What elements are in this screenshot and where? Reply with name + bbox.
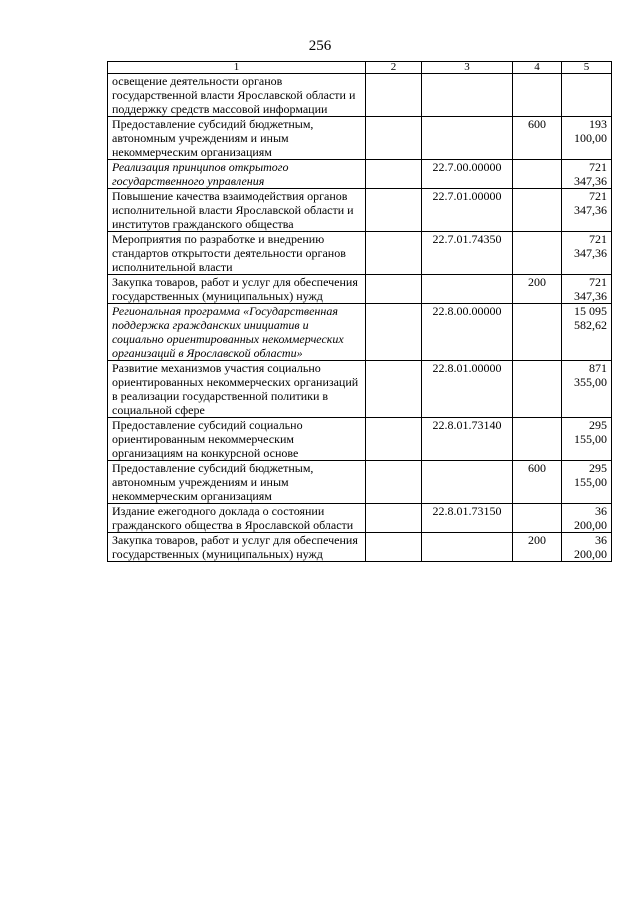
row-name: освещение деятельности органов государственной власти Ярославской области и поддержку средств массовой информации: [108, 74, 366, 117]
row-name: Предоставление субсидий бюджетным, автономным учреждениям и иным некоммерческим организациям: [108, 461, 366, 504]
table-row: [108, 461, 612, 504]
row-col2: [366, 74, 422, 117]
row-col2: [366, 504, 422, 533]
row-name: Предоставление субсидий бюджетным, автономным учреждениям и иным некоммерческим организациям: [108, 117, 366, 160]
row-code: [422, 117, 513, 160]
row-code: 22.7.01.74350: [422, 232, 513, 275]
row-col2: [366, 461, 422, 504]
row-col2: [366, 160, 422, 189]
row-name: Развитие механизмов участия социально ориентированных некоммерческих организаций в реализации государственной политики в социальной сфере: [108, 361, 366, 418]
row-amount: 721 347,36: [562, 232, 612, 275]
table-row: [108, 74, 612, 117]
row-type: 600: [513, 117, 562, 160]
table-row: [108, 361, 612, 418]
row-type: 600: [513, 461, 562, 504]
row-type: 200: [513, 275, 562, 304]
row-col2: [366, 275, 422, 304]
row-type: [513, 189, 562, 232]
row-type: [513, 418, 562, 461]
header-col-1: 1: [108, 62, 366, 74]
row-name: Закупка товаров, работ и услуг для обеспечения государственных (муниципальных) нужд: [108, 275, 366, 304]
header-row: [108, 62, 612, 74]
row-code: [422, 533, 513, 562]
row-col2: [366, 533, 422, 562]
row-name: Региональная программа «Государственная поддержка гражданских инициатив и социально ориентированных некоммерческих организаций в Ярославской области»: [108, 304, 366, 361]
row-code: 22.7.01.00000: [422, 189, 513, 232]
row-type: [513, 232, 562, 275]
page-number: 256: [308, 38, 332, 54]
row-name: Повышение качества взаимодействия органов исполнительной власти Ярославской области и институтов гражданского общества: [108, 189, 366, 232]
row-col2: [366, 232, 422, 275]
row-amount: 871 355,00: [562, 361, 612, 418]
table-body: [108, 74, 612, 562]
row-code: 22.8.00.00000: [422, 304, 513, 361]
row-code: [422, 74, 513, 117]
row-name: Издание ежегодного доклада о состоянии гражданского общества в Ярославской области: [108, 504, 366, 533]
header-col-4: 4: [513, 62, 562, 74]
row-amount: 295 155,00: [562, 461, 612, 504]
row-type: [513, 504, 562, 533]
row-type: 200: [513, 533, 562, 562]
row-code: 22.8.01.73150: [422, 504, 513, 533]
row-amount: 721 347,36: [562, 160, 612, 189]
row-amount: 36 200,00: [562, 504, 612, 533]
row-col2: [366, 117, 422, 160]
row-name: Реализация принципов открытого государственного управления: [108, 160, 366, 189]
table-row: [108, 304, 612, 361]
row-type: [513, 304, 562, 361]
header-col-5: 5: [562, 62, 612, 74]
row-col2: [366, 304, 422, 361]
table-row: [108, 504, 612, 533]
row-amount: 295 155,00: [562, 418, 612, 461]
row-code: 22.8.01.00000: [422, 361, 513, 418]
row-amount: 36 200,00: [562, 533, 612, 562]
row-code: 22.7.00.00000: [422, 160, 513, 189]
table-row: [108, 160, 612, 189]
row-type: [513, 160, 562, 189]
row-type: [513, 74, 562, 117]
budget-table: [107, 61, 612, 562]
row-col2: [366, 418, 422, 461]
table-row: [108, 232, 612, 275]
row-col2: [366, 361, 422, 418]
header-col-2: 2: [366, 62, 422, 74]
table-row: [108, 275, 612, 304]
row-amount: 193 100,00: [562, 117, 612, 160]
row-name: Мероприятия по разработке и внедрению стандартов открытости деятельности органов исполнительной власти: [108, 232, 366, 275]
table-header: [108, 62, 612, 74]
table-row: [108, 533, 612, 562]
row-type: [513, 361, 562, 418]
row-amount: 721 347,36: [562, 189, 612, 232]
row-code: [422, 461, 513, 504]
row-name: Закупка товаров, работ и услуг для обеспечения государственных (муниципальных) нужд: [108, 533, 366, 562]
row-name: Предоставление субсидий социально ориентированным некоммерческим организациям на конкурсной основе: [108, 418, 366, 461]
row-code: [422, 275, 513, 304]
row-amount: [562, 74, 612, 117]
table-row: [108, 117, 612, 160]
row-col2: [366, 189, 422, 232]
header-col-3: 3: [422, 62, 513, 74]
row-amount: 721 347,36: [562, 275, 612, 304]
row-amount: 15 095 582,62: [562, 304, 612, 361]
row-code: 22.8.01.73140: [422, 418, 513, 461]
table-row: [108, 189, 612, 232]
table-row: [108, 418, 612, 461]
